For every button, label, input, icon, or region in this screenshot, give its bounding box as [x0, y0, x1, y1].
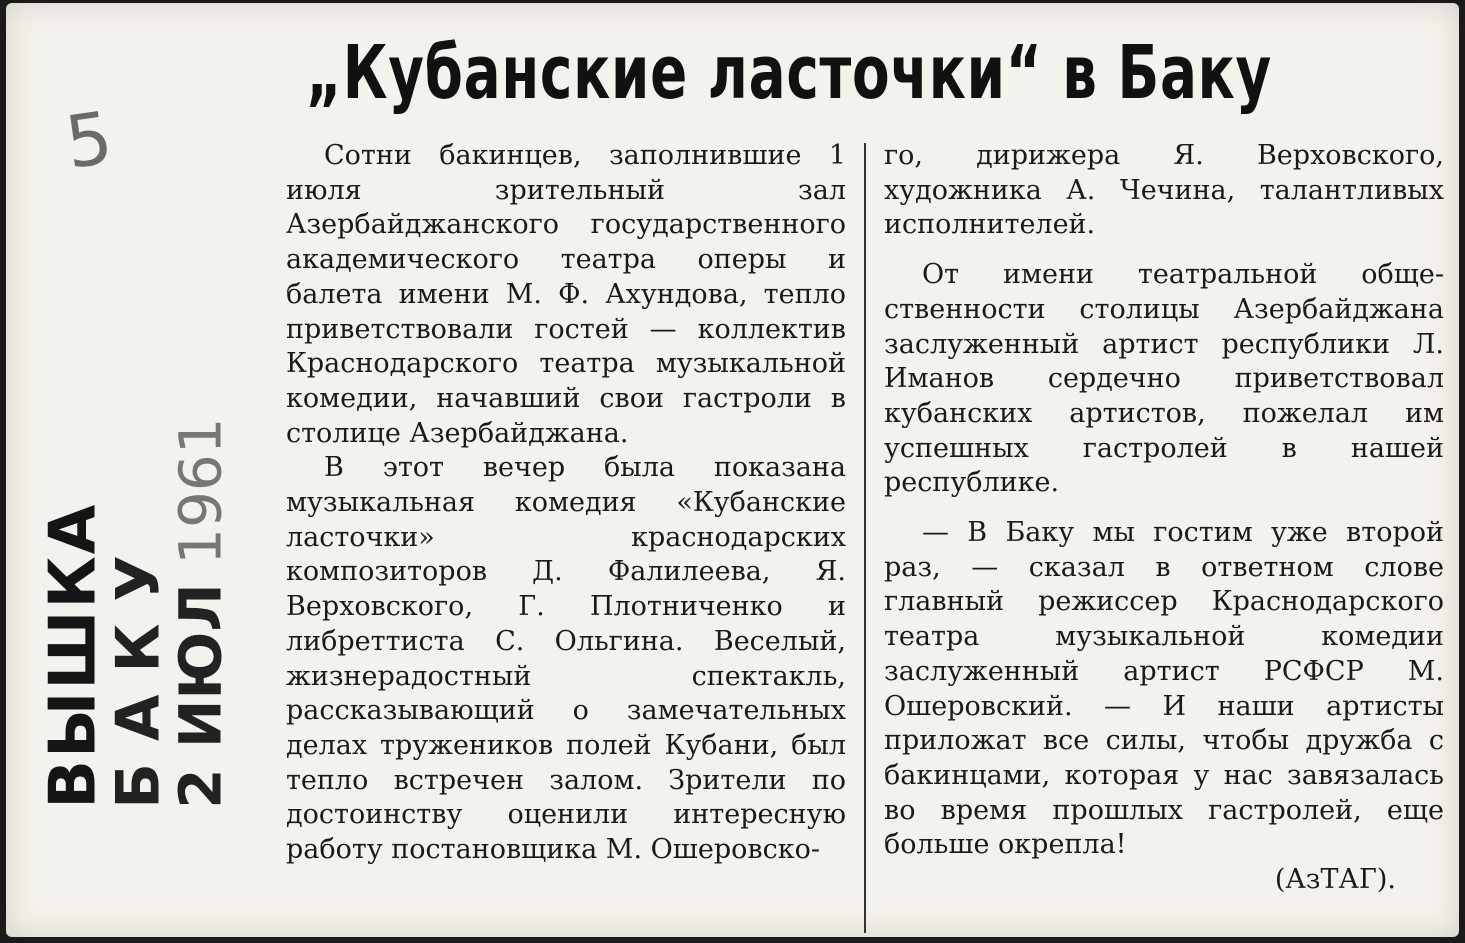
article-column-right [884, 139, 1444, 898]
stamp-newspaper-name: ВЫШКА [36, 502, 111, 809]
paragraph: От имени театральной общественности столицы Азербайджана заслуженный артист республики Л. Иманов сердечно приветствовал кубанских артистов, пожелал им успешных гастролей в нашей республике. [884, 259, 1444, 499]
date-stamp [16, 353, 256, 873]
handwritten-number: 5 [60, 95, 118, 185]
paragraph: В этот вечер была показана музыкальная комедия «Кубанские ласточки» краснодарских композиторов Д. Фалилеева, Я. Верховского, Г. Плотниченко и либреттиста С. Ольгина. Веселый, жизнерадостный спектакль, рассказывающий о замечательных делах тружеников полей Кубани, был тепло встречен залом. Зрители по достоинству оценили интересную работу постановщика М. Ошеровско- [286, 452, 846, 866]
stamp-city: БАКУ [103, 533, 174, 809]
newspaper-clipping [6, 3, 1459, 937]
article-column-left [286, 139, 846, 868]
paragraph: Сотни бакинцев, заполнившие 1 июля зрительный зал Азербайджанского государственного академического театра оперы и балета имени М. Ф. Ахундова, тепло приветствовали гостей — коллектив Краснодарского театра музыкальной комедии, начавший свои гастроли в столице Азербайджана. [286, 140, 846, 449]
stamp-year: 1961 [166, 417, 235, 565]
headline: „Кубанские ласточки“ в Баку [306, 30, 1272, 116]
paragraph: — В Баку мы гостим уже второй раз, — сказал в ответном слове главный режиссер Краснодарского театра музыкальной комедии заслуженный артист РСФСР М. Ошеровский. — И наши артисты приложат все силы, чтобы дружба с бакинцами, которая у нас завязалась во время прошлых гастролей, еще больше окрепла! [884, 517, 1444, 861]
column-divider [864, 143, 866, 933]
paragraph-continuation: го, дирижера Я. Верховского, художника А. Чечина, талантливых исполнителей. [884, 140, 1444, 241]
stamp-date [166, 417, 235, 809]
source-signature: (АзТАГ). [1274, 864, 1396, 896]
stamp-day-month: 2 ИЮЛ [166, 583, 235, 809]
